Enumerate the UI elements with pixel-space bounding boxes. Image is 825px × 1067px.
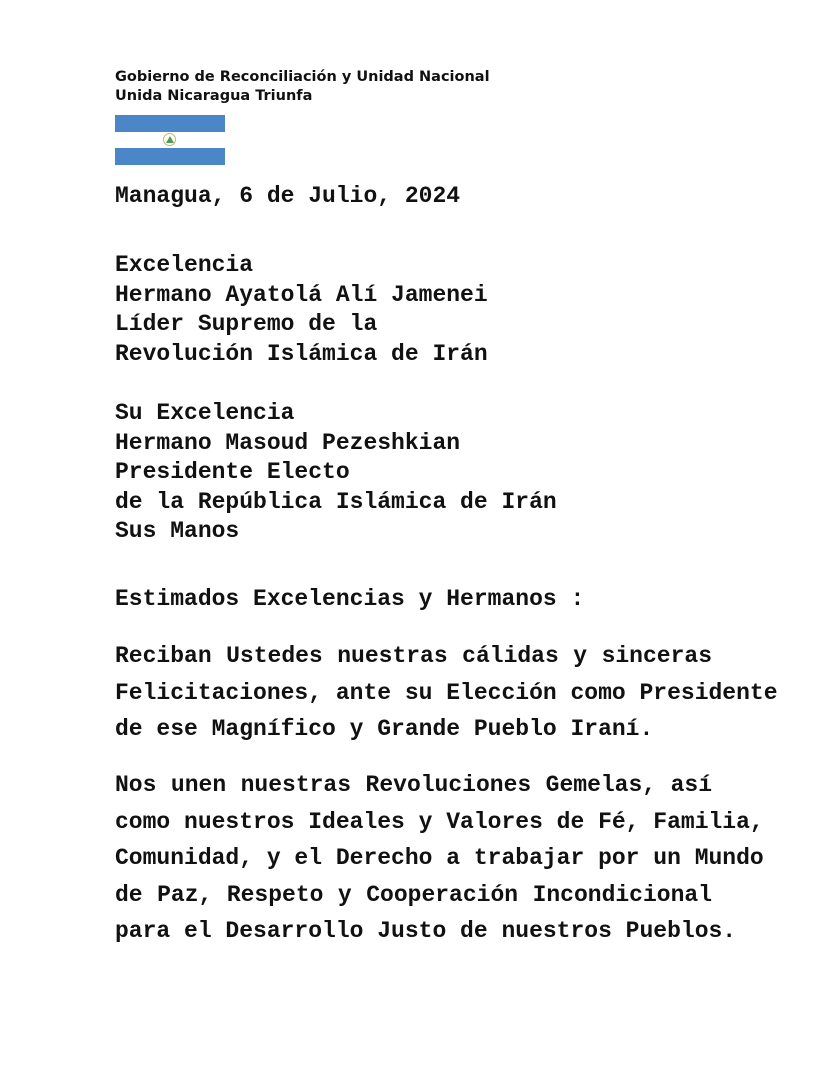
- recipient-line: Sus Manos: [115, 518, 240, 545]
- coat-of-arms-icon: [163, 133, 176, 146]
- recipient-line: de la República Islámica de Irán: [115, 488, 557, 515]
- paragraph-line: de ese Magnífico y Grande Pueblo Iraní.: [115, 716, 654, 742]
- letterhead-government: Gobierno de Reconciliación y Unidad Nacional: [115, 69, 490, 85]
- recipient-line: Revolución Islámica de Irán: [115, 340, 488, 367]
- letterhead: [115, 68, 490, 106]
- paragraph-line: Comunidad, y el Derecho a trabajar por un Mundo: [115, 845, 764, 871]
- recipient-line: Excelencia: [115, 252, 254, 278]
- paragraph-congratulations: [115, 638, 778, 748]
- nicaragua-flag-image: [115, 115, 225, 165]
- recipient-block-1: [115, 251, 488, 369]
- paragraph-revolutions: [115, 767, 764, 950]
- paragraph-line: Felicitaciones, ante su Elección como Presidente: [115, 679, 778, 706]
- salutation: Estimados Excelencias y Hermanos :: [115, 586, 585, 612]
- recipient-line: Hermano Ayatolá Alí Jamenei: [115, 281, 488, 308]
- paragraph-line: como nuestros Ideales y Valores de Fé, Familia,: [115, 808, 764, 835]
- recipient-line: Presidente Electo: [115, 459, 350, 486]
- letter-date: Managua, 6 de Julio, 2024: [115, 183, 461, 209]
- recipient-line: Líder Supremo de la: [115, 311, 378, 338]
- recipient-block-2: [115, 399, 557, 547]
- paragraph-line: Reciban Ustedes nuestras cálidas y sinceras: [115, 643, 712, 669]
- paragraph-line: de Paz, Respeto y Cooperación Incondicional: [115, 881, 712, 908]
- paragraph-line: para el Desarrollo Justo de nuestros Pueblos.: [115, 918, 737, 944]
- recipient-line: Hermano Masoud Pezeshkian: [115, 429, 461, 456]
- paragraph-line: Nos unen nuestras Revoluciones Gemelas, así: [115, 772, 712, 798]
- recipient-line: Su Excelencia: [115, 400, 295, 426]
- letterhead-slogan: Unida Nicaragua Triunfa: [115, 88, 313, 104]
